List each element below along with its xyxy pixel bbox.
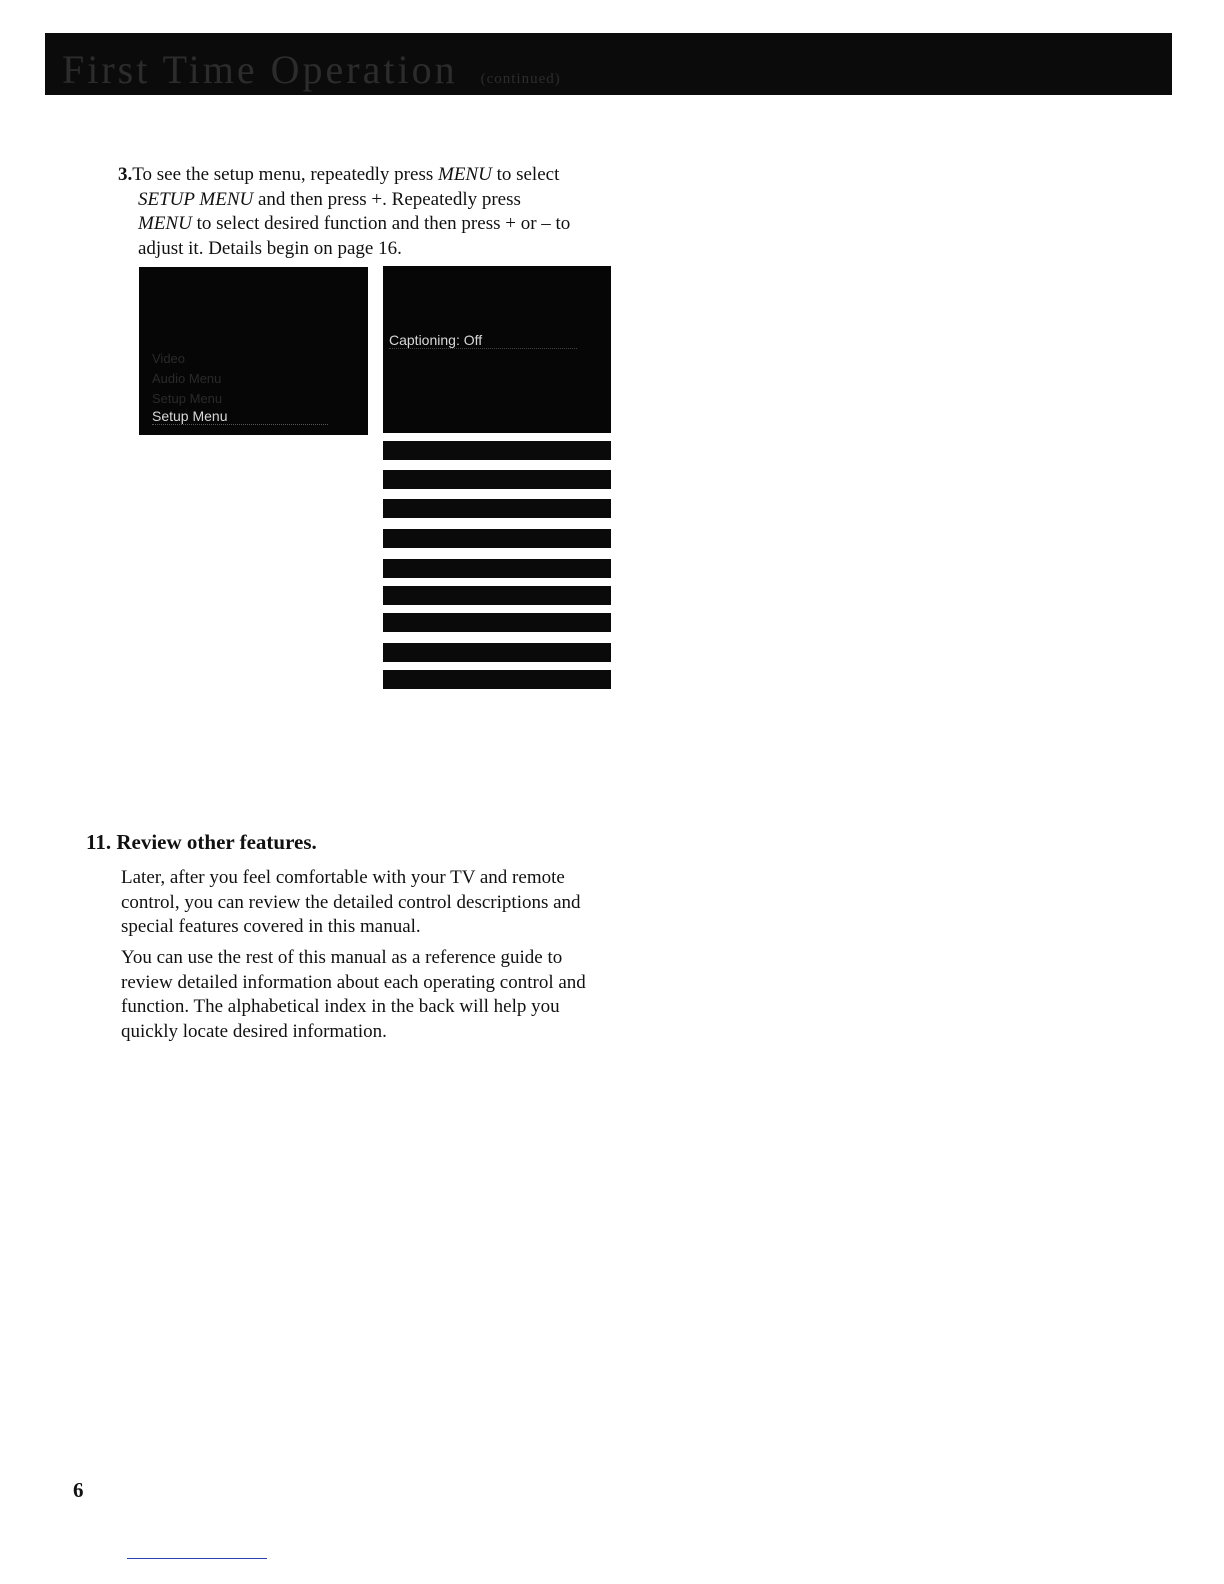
setup-option-bar-9 (383, 670, 611, 689)
setup-option-bar-8 (383, 643, 611, 662)
step-3-text-a: To see the setup menu, repeatedly press (132, 164, 438, 185)
menu-line-audio: Audio Menu (152, 371, 222, 386)
step-11-heading (86, 830, 317, 855)
step-3-line-1 (118, 163, 618, 188)
step-3-instructions (118, 163, 618, 261)
setup-option-bar-2 (383, 470, 611, 489)
step-3-text-e: adjust it. Details begin on page 16. (138, 237, 402, 259)
setup-option-bar-7 (383, 613, 611, 632)
main-menu-screen (139, 267, 368, 435)
menu-keyword-2: MENU (138, 213, 192, 234)
setup-option-bar-4 (383, 529, 611, 548)
step-11-paragraph-1: Later, after you feel comfortable with your TV and remote control, you can review the detailed control descriptions and special features covered in this manual. (121, 867, 581, 937)
setup-option-bar-6 (383, 586, 611, 605)
step-11-paragraph-2: You can use the rest of this manual as a reference guide to review detailed information about each operating control and function. The alphabetical index in the back will help you quickly locate desired information. (121, 947, 586, 1042)
setup-menu-keyword: SETUP MENU (138, 188, 254, 210)
step-3-line-2 (118, 188, 618, 213)
footer-rule (127, 1558, 267, 1559)
setup-option-bar-5 (383, 559, 611, 578)
step-11-title: Review other features. (116, 830, 317, 854)
captioning-selected-item: Captioning: Off (389, 332, 577, 349)
menu-line-video: Video (152, 351, 186, 366)
step-3-line-3 (118, 212, 618, 237)
menu-selected-item: Setup Menu (152, 408, 328, 425)
step-3-number: 3. (118, 164, 133, 185)
step-3-text-d: to select desired function and then press + or – to (191, 213, 571, 234)
page-title-continued: (continued) (480, 71, 561, 87)
page-title (62, 46, 561, 93)
setup-menu-screen (383, 266, 611, 433)
setup-option-bar-1 (383, 441, 611, 460)
step-11-number: 11. (86, 830, 112, 854)
setup-option-bar-3 (383, 499, 611, 518)
page-title-text: First Time Operation (62, 47, 458, 92)
page-number: 6 (73, 1478, 84, 1502)
step-3-text-c: and then press +. Repeatedly press (253, 188, 521, 210)
step-3-line-4 (118, 237, 618, 262)
step-3-text-b: to select (491, 164, 560, 185)
menu-keyword-1: MENU (438, 164, 492, 185)
menu-line-setup: Setup Menu (152, 391, 223, 406)
